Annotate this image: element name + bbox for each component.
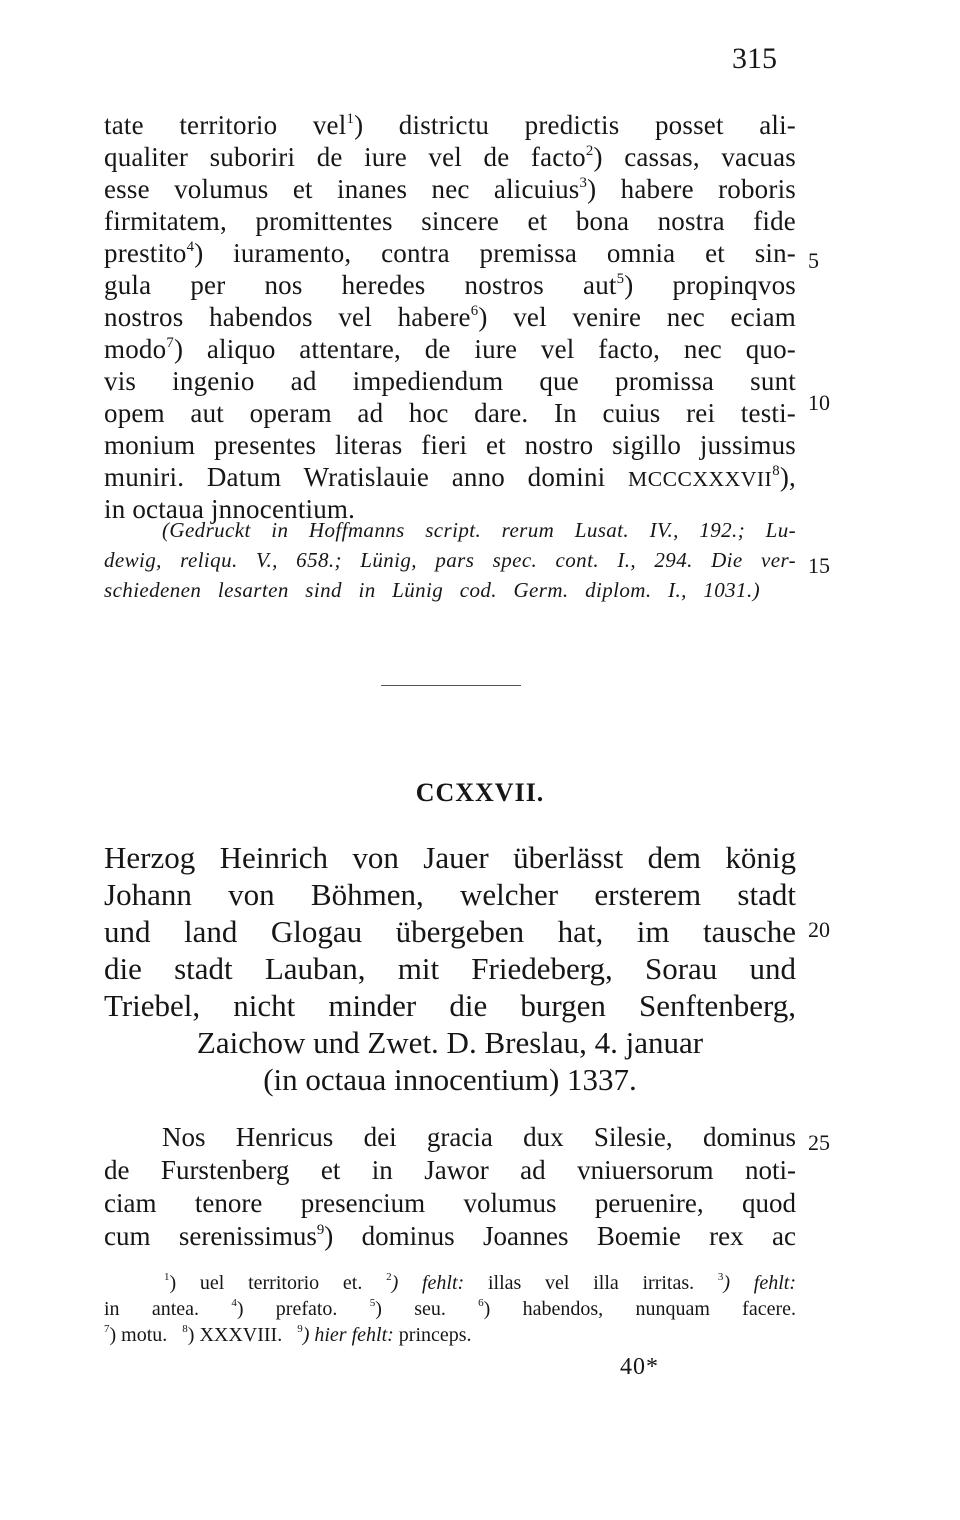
printed-note-line-3: schiedenen lesarten sind in Lünig cod. Germ. diplom. I., 1031.) xyxy=(104,578,760,602)
footnote-line-3: $^7$) motu. $^8$) XXXVIII. $^9$) hier fehlt: princeps. xyxy=(104,1323,472,1346)
body-line-2: qualiter suboriri de iure vel de facto$^2$) cassas, vacuas xyxy=(104,142,796,172)
printed-note-line-2: dewig, reliqu. V., 658.; Lünig, pars spec. cont. I., 294. Die ver- xyxy=(104,548,796,572)
body-line-6: gula per nos heredes nostros aut$^5$) propinqvos xyxy=(104,270,796,300)
body-line-4: firmitatem, promittentes sincere et bona nostra fide xyxy=(104,206,796,236)
body-line-1: tate territorio vel$^1$) districtu predictis posset ali- xyxy=(104,110,796,140)
footnote-line-1: $^1$) uel territorio et. $^2$) fehlt: illas vel illa irritas. $^3$) fehlt: xyxy=(164,1271,796,1294)
body-line-11: monium presentes literas fieri et nostro sigillo jussimus xyxy=(104,430,796,460)
signature-mark: 40* xyxy=(620,1354,659,1380)
heading-line-1: Herzog Heinrich von Jauer überlässt dem könig xyxy=(104,840,796,875)
body-line-3: esse volumus et inanes nec alicuius$^3$) habere roboris xyxy=(104,174,796,204)
body-line-13: in octaua jnnocentium. xyxy=(104,494,356,524)
heading-line-3: und land Glogau übergeben hat, im tausche xyxy=(104,914,796,949)
body2-line-3: ciam tenore presencium volumus peruenire, quod xyxy=(104,1188,796,1218)
body-line-10: opem aut operam ad hoc dare. In cuius rei testi- xyxy=(104,398,796,428)
heading-line-7: (in octaua innocentium) 1337. xyxy=(263,1062,637,1097)
line-number-25: 25 xyxy=(808,1130,830,1155)
body-line-7: nostros habendos vel habere$^6$) vel venire nec eciam xyxy=(104,302,797,332)
line-number-5: 5 xyxy=(808,248,819,273)
body2-line-1: Nos Henricus dei gracia dux Silesie, dominus xyxy=(162,1122,796,1152)
section-divider xyxy=(381,685,521,686)
line-number-20: 20 xyxy=(808,917,830,942)
line-number-10: 10 xyxy=(808,390,830,415)
page-number: 315 xyxy=(732,42,777,75)
body2-line-4: cum serenissimus$^9$) dominus Joannes Boemie rex ac xyxy=(104,1221,796,1251)
body-line-5: prestito$^4$) iuramento, contra premissa omnia et sin- xyxy=(104,238,796,268)
body-line-12: muniri. Datum Wratislauie anno domini MCCCXXXVII$^8$), xyxy=(104,462,796,492)
heading-line-4: die stadt Lauban, mit Friedeberg, Sorau und xyxy=(104,951,796,986)
printed-note-line-1: (Gedruckt in Hoffmanns script. rerum Lusat. IV., 192.; Lu- xyxy=(162,518,796,542)
heading-line-6: Zaichow und Zwet. D. Breslau, 4. januar xyxy=(196,1025,704,1060)
heading-line-2: Johann von Böhmen, welcher ersterem stadt xyxy=(104,877,796,912)
body-line-9: vis ingenio ad impediendum que promissa sunt xyxy=(104,366,796,396)
document-number: CCXXVII. xyxy=(415,778,545,807)
line-number-15: 15 xyxy=(808,553,830,578)
heading-line-5: Triebel, nicht minder die burgen Senftenberg, xyxy=(104,988,796,1023)
body2-line-2: de Furstenberg et in Jawor ad vniuersorum noti- xyxy=(104,1155,796,1185)
footnote-line-2: in antea. $^4$) prefato. $^5$) seu. $^6$) habendos, nunquam facere. xyxy=(104,1297,797,1320)
body-line-8: modo$^7$) aliquo attentare, de iure vel facto, nec quo- xyxy=(104,334,796,364)
